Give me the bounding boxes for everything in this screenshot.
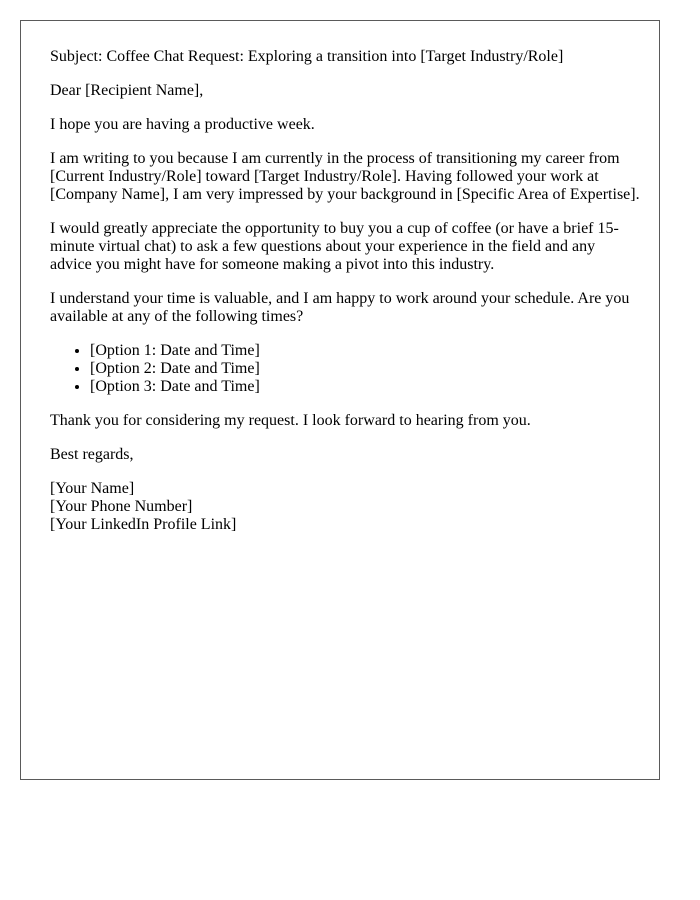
letter-body (50, 48, 640, 534)
letter-paragraph-request: I would greatly appreciate the opportunity to buy you a cup of coffee (or have a brief 15-minute virtual chat) to ask a few questions about your experience in the field and any advice you might have for someone making a pivot into this industry. (50, 220, 619, 273)
signature-phone: [Your Phone Number] (50, 498, 193, 515)
time-options-list (50, 342, 640, 396)
signature-linkedin: [Your LinkedIn Profile Link] (50, 516, 237, 533)
letter-paragraph-transition: I am writing to you because I am currently in the process of transitioning my career from [Current Industry/Role] toward [Target Industry/Role]. Having followed your work at [Company Name], I am very impressed by your background in [Specific Area of Expertise]. (50, 150, 640, 203)
time-option: • [Option 3: Date and Time] (90, 378, 640, 396)
time-option: • [Option 1: Date and Time] (90, 342, 640, 360)
letter-closing: Best regards, (50, 446, 134, 463)
letter-frame (20, 20, 660, 780)
letter-thanks: Thank you for considering my request. I look forward to hearing from you. (50, 412, 531, 429)
letter-greeting: Dear [Recipient Name], (50, 82, 204, 99)
signature-block (50, 480, 640, 534)
letter-subject: Subject: Coffee Chat Request: Exploring a transition into [Target Industry/Role] (50, 48, 564, 65)
signature-name: [Your Name] (50, 480, 135, 497)
letter-paragraph-intro: I hope you are having a productive week. (50, 116, 315, 133)
letter-paragraph-availability: I understand your time is valuable, and I am happy to work around your schedule. Are you available at any of the following times? (50, 290, 630, 325)
time-option: • [Option 2: Date and Time] (90, 360, 640, 378)
